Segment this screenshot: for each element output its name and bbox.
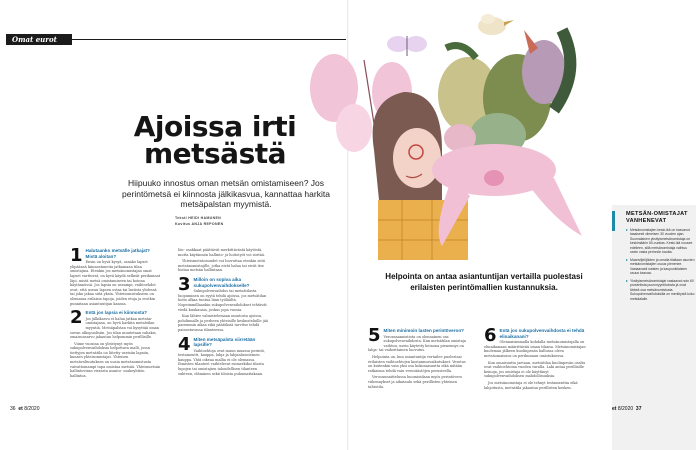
section-number: 4 — [178, 333, 191, 355]
text-column-4 — [484, 325, 590, 392]
folio-left — [10, 406, 39, 412]
page-number: 37 — [635, 406, 642, 412]
pull-quote: Helpointa on antaa asiantuntijan vertailla puolestasi erilaisten perintömallien kustannuksia. — [385, 272, 583, 292]
sidebar-item — [626, 258, 696, 276]
section-number: 2 — [70, 307, 83, 329]
bullet-triangle-icon — [626, 259, 628, 261]
section-4 — [178, 333, 270, 377]
section-heading: Entä jos lapsia ei kiinnosta? — [85, 310, 148, 316]
credit-illustration: Kuvitus ANJA REPONEN — [175, 222, 224, 226]
section-heading: Halutaanko metsälle jatkajat? Mistä aloitan? — [85, 248, 150, 259]
section-paragraph: Sukupolvenvaihdos tai metsätilasta luopuminen on syytä tehdä ajoissa, jos metsätilan hoito alkaa tuntua liian työläältä. Nopeimmillaankin sukupolvenvaihdokset tehtävät viedä kuukausia, joskus jopa vuosia. — [178, 289, 267, 312]
section-paragraph: Ensin on hyvä kysyä, osaako lapset ylipäänsä kiinnostaneita jatkamaan tilan omistajina. Etenkin jos metsänomistajan omat lapset varttuvat, on hyvä käydä selkeät perikunnat läpi, mistä metsä omistamiseen tai kotona käytännössä. Jos lapsia on useampi, vaihtoehdot ovat, että usean lapsen ostaa tai lastista yhdessä tai joku jakaa siitä yksin. Yhteisomistukseen on olemassa erilaisia tapoja, joiden etuja ja erotkin punnitaan asiantuntijan kanssa. — [70, 260, 161, 306]
section-number: 1 — [70, 245, 83, 266]
column-continuation: Yhteismetsäosuudet voi luovuttaa etenkin siitä metsänomistajille, jotka eivät halua tai eivät itse hoitaa metsän hallintaan. — [178, 259, 265, 273]
sidebar-item — [626, 228, 696, 255]
section-paragraph: Jos metsänomistaja ei ole tehnyt testamenttia eikä lahjoitusta, metsätila jakautuu perillisten kesken. — [484, 380, 578, 390]
sidebar-item-text: Yksityismetsänomistajat vastaavat noin 60 prosentista puunmyyntitulosta ja ovat tärkeä osa metsänomistusta. Sukupolvenvaihdoksilla on merkitystä koko metsäalalle. — [630, 278, 695, 301]
section-paragraph: Vaihtoehtoja ovat muun muassa perintö, testamentti, kauppa, lahja ja lahjanluonteinen kauppa. Yhtä oikeaa mallia ei ole olemassa. Ihmisten tilanteet vaihtelevat esimerkiksi tilasta lupojen tai omistajien taloudellisen tilanteen suhteen, eläminen sekä tiloista puhumattakaan. — [178, 348, 266, 376]
article-lead: Hiipuuko innostus oman metsän omistamiseen? Jos perintömetsä ei kiinnosta jälkikasvua, kannattaa harkita metsäpalstan myymistä. — [122, 178, 330, 209]
section-number: 3 — [178, 273, 191, 295]
bullet-triangle-icon — [626, 280, 628, 282]
section-paragraph: Kun omaisuutta jaetaan, metsätilaa kuolinpesän osalta ovat vaihtoehtoina vuoden varalla. Laki antaa perillisille keinoja, jos omistaja ei ole käyttänyt sukupolvenvaihdoksen mahdollisuuksia. — [484, 360, 586, 379]
column-continuation: lön- osakkaat päättävät merkittävästä käytöstä, mutta käytännön hallinto- ja hoitotyöt voi siirtää. — [178, 248, 266, 257]
butterfly-top-icon — [387, 36, 427, 56]
section-paragraph: Jos jälkikasvu ei halua jatkaa metsän-omistajana, on hyvä harkita metsätilan myyntiä. Metsäpalstan voi kysyttää oman suvun ulkopuolisiin. Jos tilan muutetaan rahaksi, omaisuusarvo jakautuu helpommin perillisille. — [70, 316, 159, 340]
section-paragraph: Kun lähtee valmistelemaan muutosta ajoissa, pohdinnalle ja perheen yhteisille keskusteluille jää paremmin aikaa eikä päätöksiä tarvitse tehdä painostavassa tilanteessa. — [178, 314, 268, 332]
sidebar-item-text: Maanviljelijöiden ja omalla tilallaan asuvien metsänomistajien osuus pienenee. Vastaavasti naisten ja kaupunkilaisten osuus kasvaa. — [630, 257, 695, 276]
section-heading: Miten minimoin lasten perintöveron? — [383, 328, 464, 333]
sidebar-item — [626, 279, 696, 302]
section-number: 5 — [368, 325, 381, 346]
sidebar-accent-bar — [612, 211, 615, 231]
section-label: Omat eurot — [6, 34, 72, 45]
page-number: 36 — [10, 406, 16, 412]
section-heading: Milloin on sopiva aika sukupolvenvaihdokselle? — [193, 276, 250, 288]
section-paragraph: Viime vuosina on yleistynyt myös sukupolvenvaihdoksia helpottava malli, jossa tiettyjen metsätila on liitetty useisiin lapsiin, kunnes yhteisomistajat. Yhteisen metsävaltuutuksen on uusia metsänomistusta vaivattomampi tapa omistaa metsää. Yhteismetsän hallintoviran vierasta asunto- osakeyhtiön hallintoa. — [70, 341, 161, 378]
credit-text: Teksti HEIDI HAMUNEN — [175, 216, 222, 220]
bullet-triangle-icon — [626, 229, 628, 231]
sidebar-title: METSÄN-OMISTAJAT VANHENEVAT — [626, 211, 688, 224]
section-2 — [70, 307, 162, 378]
title-line-1: Ajoissa irti — [133, 110, 297, 143]
section-heading: Entä jos sukupolvenvaihdosta ei tehdä elinaikanani? — [499, 328, 585, 339]
sidebar-box — [612, 205, 696, 450]
section-3 — [178, 273, 270, 333]
issue-number: 8/2020 — [617, 406, 634, 412]
section-6 — [484, 325, 590, 390]
bouquet-icon — [438, 30, 570, 157]
sidebar-list — [626, 228, 696, 302]
section-1 — [70, 245, 162, 306]
text-column-2 — [178, 248, 270, 378]
issue-number: 8/2020 — [24, 406, 40, 412]
magazine-name: et — [18, 406, 23, 412]
section-paragraph: Veronsaannistiota on olennainen osa sukupolvenvaihdosta. Kun metsätilan omistaja vaihtuu, usein käytetty keinona pienennys on lahja- tai vaiheittainen luovutus. — [368, 334, 466, 353]
section-paragraph: Verosuunnittelussa huomioidaan myös perintövero vähennykset ja aikataulu sekä perillisten yhteinen tahtotila. — [368, 375, 463, 389]
magazine-name: et — [612, 406, 617, 412]
illustration — [292, 0, 612, 260]
text-column-1 — [70, 245, 162, 380]
bird-icon — [478, 14, 514, 35]
section-number: 6 — [484, 325, 497, 346]
title-line-2: metsästä — [143, 137, 287, 170]
text-column-3 — [368, 325, 468, 391]
section-5 — [368, 325, 468, 389]
section-paragraph: Olennaisimmalla kohdalla metsänomistajalla on elinaikanaan määrittävää oman tilansa. Metsänomistajan kuoleman jälkeen kuolinpesän hallussa oleva metsäomaisuus on perikunnan omistuksessa. — [484, 340, 586, 358]
section-paragraph: Helpointa on, kun asiantuntija vertailee puolestasi erilaisten vaihtoehtojen kustannusvaikutukset. Verotus on kuitenkin vain yksi osa kokonaisuutta eikä mitään ratkaisua tehdä vain verosäästöjen perusteella. — [368, 354, 466, 373]
folio-right — [612, 406, 641, 412]
section-heading: Miten metsäpalsta siirretään lapsille? — [193, 336, 256, 348]
sidebar-item-text: Metsänomistajien keski-ikä on kasvanut tasaisesti viimeisen 30 vuoden ajan. Suomalainen yksityismetsänomistaja on keskimäärin 60-vuotias. Keski-ikä nousee edelleen, sillä metsänomistaja vaihtuu usein vasta perinnön kautta. — [630, 227, 693, 255]
